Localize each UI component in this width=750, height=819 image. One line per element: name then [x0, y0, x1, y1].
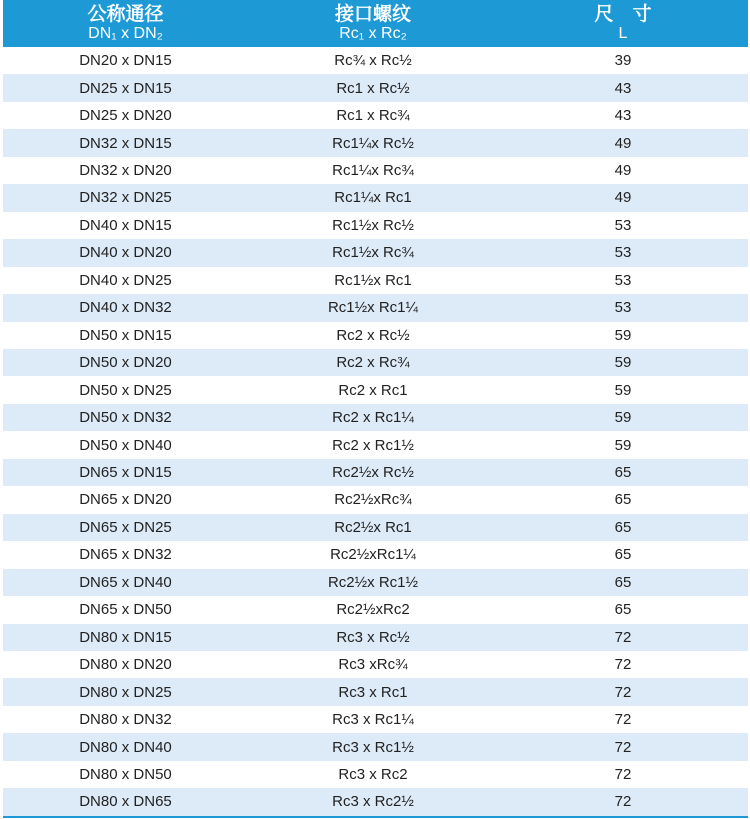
- table-row: [3, 569, 748, 596]
- cell-thread: Rc1¼x Rc1: [334, 189, 412, 207]
- header-thread-title: 接口螺纹: [334, 2, 411, 25]
- cell-nominal-diameter: DN50 x DN15: [79, 326, 172, 344]
- cell-nominal-diameter: DN40 x DN20: [79, 244, 172, 262]
- cell-size: 72: [614, 738, 632, 756]
- cell-nominal-diameter: DN65 x DN20: [79, 491, 172, 509]
- cell-size: 72: [614, 793, 632, 811]
- table-row: [3, 651, 748, 678]
- cell-thread: Rc1 x Rc½: [336, 79, 410, 97]
- cell-size: 53: [614, 216, 632, 234]
- cell-thread: Rc1½x Rc½: [332, 216, 414, 234]
- cell-thread: Rc1 x Rc¾: [336, 107, 410, 125]
- cell-nominal-diameter: DN80 x DN50: [79, 766, 172, 783]
- cell-size: 59: [614, 381, 632, 399]
- table-row: [3, 761, 748, 788]
- cell-thread: Rc3 xRc¾: [338, 656, 408, 674]
- cell-size: 65: [614, 464, 632, 482]
- cell-nominal-diameter: DN32 x DN25: [79, 189, 172, 207]
- cell-thread: Rc3 x Rc2½: [332, 793, 414, 811]
- cell-thread: Rc1¼x Rc¾: [332, 162, 414, 180]
- cell-nominal-diameter: DN80 x DN25: [79, 683, 172, 701]
- cell-size: 65: [614, 546, 632, 564]
- cell-size: 65: [614, 573, 632, 591]
- header-nominal-diameter-sub: DN₁ x DN₂: [88, 24, 163, 42]
- cell-size: 59: [614, 326, 632, 344]
- cell-size: 53: [614, 299, 632, 317]
- table-body: [3, 47, 748, 816]
- table-header: [3, 0, 748, 47]
- cell-size: 59: [614, 436, 632, 454]
- cell-thread: Rc2½x Rc1: [334, 518, 412, 536]
- cell-nominal-diameter: DN50 x DN20: [79, 354, 172, 372]
- cell-thread: Rc¾ x Rc½: [334, 52, 412, 70]
- cell-size: 49: [614, 162, 632, 180]
- cell-size: 72: [614, 683, 632, 701]
- header-size-title: 尺 寸: [594, 2, 652, 25]
- cell-size: 59: [614, 354, 632, 372]
- cell-size: 72: [614, 656, 632, 674]
- cell-thread: Rc2 x Rc¾: [336, 354, 410, 372]
- table-row: [3, 459, 748, 486]
- table-row: [3, 706, 748, 733]
- cell-size: 43: [614, 107, 632, 125]
- cell-nominal-diameter: DN65 x DN15: [79, 464, 172, 482]
- cell-size: 49: [614, 189, 632, 207]
- cell-thread: Rc2½xRc¾: [334, 491, 412, 509]
- cell-nominal-diameter: DN65 x DN40: [79, 573, 172, 591]
- cell-nominal-diameter: DN80 x DN32: [79, 711, 172, 729]
- table-row: [3, 212, 748, 239]
- cell-nominal-diameter: DN25 x DN20: [79, 107, 172, 125]
- cell-thread: Rc1½x Rc1: [334, 271, 412, 289]
- table-row: [3, 431, 748, 458]
- cell-thread: Rc2½xRc2: [336, 601, 410, 619]
- cell-thread: Rc2 x Rc1½: [332, 436, 414, 454]
- table-row: [3, 596, 748, 623]
- header-nominal-diameter: [3, 0, 248, 47]
- cell-thread: Rc1¼x Rc½: [332, 134, 414, 152]
- cell-nominal-diameter: DN40 x DN15: [79, 216, 172, 234]
- cell-thread: Rc2½x Rc1½: [327, 573, 419, 591]
- cell-thread: Rc3 x Rc½: [336, 628, 410, 646]
- cell-thread: Rc2 x Rc1¼: [332, 409, 414, 427]
- header-thread: [248, 0, 498, 47]
- cell-nominal-diameter: DN32 x DN15: [79, 134, 172, 152]
- header-size-sub: L: [618, 24, 628, 42]
- cell-thread: Rc1½x Rc1¼: [327, 299, 419, 317]
- cell-nominal-diameter: DN65 x DN32: [79, 546, 172, 564]
- cell-nominal-diameter: DN50 x DN32: [79, 409, 172, 427]
- cell-thread: Rc3 x Rc1: [338, 683, 408, 701]
- table-row: [3, 74, 748, 101]
- table-row: [3, 184, 748, 211]
- cell-size: 65: [614, 491, 632, 509]
- cell-nominal-diameter: DN40 x DN32: [79, 299, 172, 317]
- table-row: [3, 514, 748, 541]
- table-row: [3, 486, 748, 513]
- cell-thread: Rc2 x Rc1: [338, 381, 408, 399]
- cell-nominal-diameter: DN32 x DN20: [79, 162, 172, 180]
- header-nominal-diameter-title: 公称通径: [87, 2, 164, 25]
- table-row: [3, 733, 748, 760]
- reducer-spec-table: [3, 0, 748, 816]
- cell-nominal-diameter: DN65 x DN50: [79, 601, 172, 619]
- cell-size: 49: [614, 134, 632, 152]
- cell-size: 65: [614, 518, 632, 536]
- cell-thread: Rc3 x Rc2: [338, 766, 408, 783]
- table-row: [3, 349, 748, 376]
- table-row: [3, 788, 748, 815]
- table-row: [3, 157, 748, 184]
- cell-size: 72: [614, 628, 632, 646]
- table-row: [3, 102, 748, 129]
- cell-size: 72: [614, 711, 632, 729]
- cell-size: 65: [614, 601, 632, 619]
- header-row: [3, 0, 748, 47]
- cell-thread: Rc2½x Rc½: [332, 464, 414, 482]
- cell-thread: Rc2½xRc1¼: [330, 546, 416, 564]
- cell-nominal-diameter: DN80 x DN40: [79, 738, 172, 756]
- table-row: [3, 322, 748, 349]
- table-row: [3, 294, 748, 321]
- cell-nominal-diameter: DN40 x DN25: [79, 271, 172, 289]
- table-row: [3, 47, 748, 74]
- cell-size: 43: [614, 79, 632, 97]
- cell-size: 59: [614, 409, 632, 427]
- cell-nominal-diameter: DN80 x DN15: [79, 628, 172, 646]
- cell-nominal-diameter: DN25 x DN15: [79, 79, 172, 97]
- table-row: [3, 239, 748, 266]
- table-row: [3, 541, 748, 568]
- table-row: [3, 678, 748, 705]
- cell-nominal-diameter: DN20 x DN15: [79, 52, 172, 70]
- table-row: [3, 404, 748, 431]
- cell-nominal-diameter: DN65 x DN25: [79, 518, 172, 536]
- cell-thread: Rc1½x Rc¾: [332, 244, 414, 262]
- cell-thread: Rc3 x Rc1½: [332, 738, 414, 756]
- table-row: [3, 129, 748, 156]
- table-row: [3, 624, 748, 651]
- table-row: [3, 267, 748, 294]
- cell-size: 39: [614, 52, 632, 70]
- cell-size: 72: [614, 766, 632, 783]
- header-size: [498, 0, 748, 47]
- header-thread-sub: Rc₁ x Rc₂: [339, 24, 407, 42]
- cell-thread: Rc2 x Rc½: [336, 326, 410, 344]
- cell-nominal-diameter: DN80 x DN65: [79, 793, 172, 811]
- cell-nominal-diameter: DN80 x DN20: [79, 656, 172, 674]
- cell-size: 53: [614, 271, 632, 289]
- cell-size: 53: [614, 244, 632, 262]
- cell-nominal-diameter: DN50 x DN25: [79, 381, 172, 399]
- table-row: [3, 376, 748, 403]
- table-bottom-border: [3, 816, 748, 818]
- cell-nominal-diameter: DN50 x DN40: [79, 436, 172, 454]
- cell-thread: Rc3 x Rc1¼: [332, 711, 414, 729]
